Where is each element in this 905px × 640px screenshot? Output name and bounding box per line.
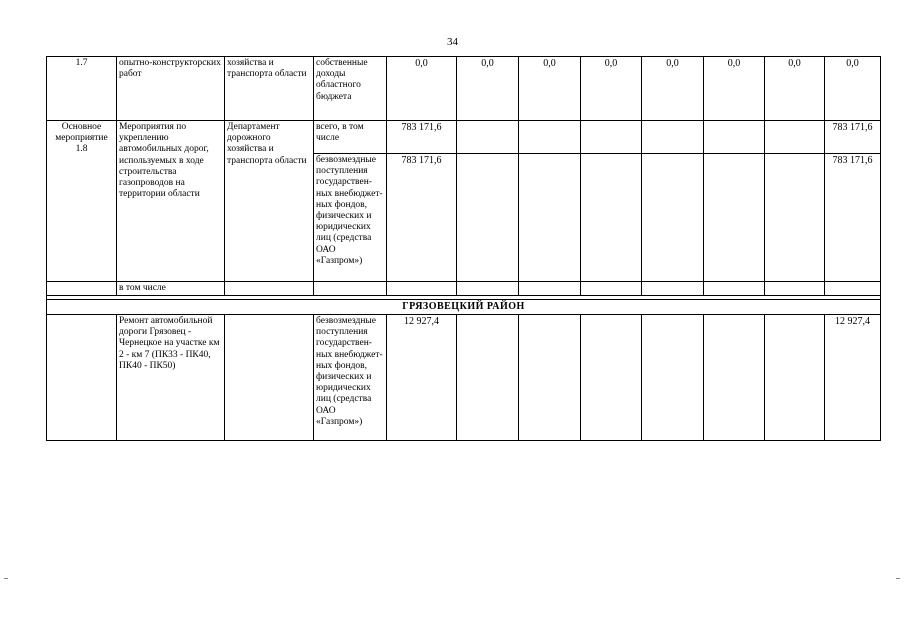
row-source: всего, в том числе — [314, 121, 387, 154]
row-source: собственные доходы областного бюджета — [314, 57, 387, 121]
scan-mark — [896, 578, 900, 579]
value-cell — [704, 315, 765, 441]
row-executor: хозяйства и транспорта области — [225, 57, 314, 121]
row-name: в том числе — [117, 282, 225, 296]
value-cell: 0,0 — [457, 57, 519, 121]
page-number: 34 — [447, 36, 458, 48]
value-cell: 12 927,4 — [825, 315, 881, 441]
value-cell: 0,0 — [642, 57, 704, 121]
table-row — [47, 57, 881, 121]
value-cell — [519, 315, 581, 441]
district-heading: ГРЯЗОВЕЦКИЙ РАЙОН — [47, 300, 881, 315]
value-cell — [457, 315, 519, 441]
value-cell — [704, 121, 765, 154]
value-cell — [519, 121, 581, 154]
row-name: опытно-конструкторских работ — [117, 57, 225, 121]
value-cell: 0,0 — [765, 57, 825, 121]
value-cell: 783 171,6 — [387, 154, 457, 282]
value-cell — [457, 121, 519, 154]
value-cell: 0,0 — [387, 57, 457, 121]
value-cell: 783 171,6 — [387, 121, 457, 154]
value-cell — [765, 154, 825, 282]
table-row — [47, 121, 881, 154]
value-cell — [581, 315, 642, 441]
district-row — [47, 300, 881, 315]
row-executor: Департамент дорожного хозяйства и транспорта области — [225, 121, 314, 282]
row-source: безвозмездные поступления государствен-ных внебюджет-ных фондов, физических и юридических лиц (средства ОАО «Газпром») — [314, 154, 387, 282]
value-cell — [581, 121, 642, 154]
value-cell: 0,0 — [825, 57, 881, 121]
value-cell — [704, 154, 765, 282]
value-cell: 783 171,6 — [825, 154, 881, 282]
value-cell — [642, 154, 704, 282]
value-cell — [457, 154, 519, 282]
value-cell — [642, 121, 704, 154]
row-index: 1.7 — [47, 57, 117, 121]
value-cell — [765, 121, 825, 154]
scan-mark — [4, 578, 8, 579]
value-cell — [519, 154, 581, 282]
value-cell: 12 927,4 — [387, 315, 457, 441]
row-name: Мероприятия по укреплению автомобильных дорог, используемых в ходе строительства газопроводов на территории области — [117, 121, 225, 282]
value-cell — [581, 154, 642, 282]
value-cell: 0,0 — [704, 57, 765, 121]
value-cell: 0,0 — [519, 57, 581, 121]
value-cell: 783 171,6 — [825, 121, 881, 154]
table-row — [47, 282, 881, 296]
row-name: Ремонт автомобильной дороги Грязовец - Чернецкое на участке км 2 - км 7 (ПК33 - ПК40, ПК40 - ПК50) — [117, 315, 225, 441]
row-source: безвозмездные поступления государствен-ных внебюджет-ных фондов, физических и юридических лиц (средства ОАО «Газпром») — [314, 315, 387, 441]
table-row — [47, 315, 881, 441]
value-cell — [765, 315, 825, 441]
value-cell: 0,0 — [581, 57, 642, 121]
value-cell — [642, 315, 704, 441]
program-table — [46, 56, 881, 441]
row-index: Основное мероприятие 1.8 — [47, 121, 117, 282]
